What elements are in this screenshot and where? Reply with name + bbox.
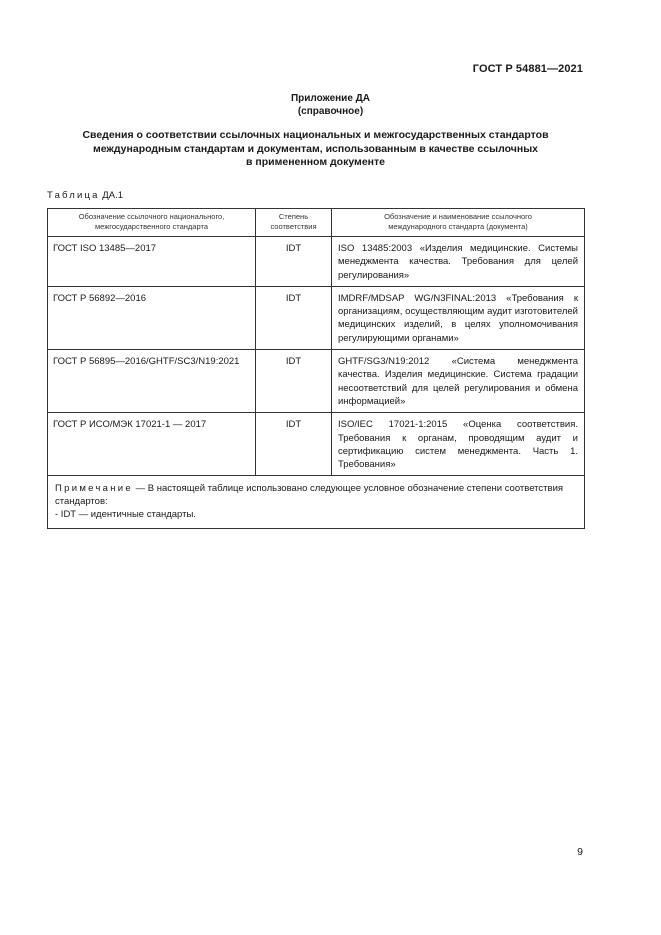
table-note — [48, 476, 585, 529]
cell-standard: ГОСТ Р ИСО/МЭК 17021-1 — 2017 — [48, 413, 256, 476]
appendix-subtitle: (справочное) — [297, 106, 364, 117]
cell-standard: ГОСТ ISO 13485—2017 — [48, 237, 256, 287]
heading-line-3: в примененном документе — [246, 156, 385, 168]
heading-line-1: Сведения о соответствии ссылочных национальных и межгосударственных стандартов — [82, 129, 549, 141]
cell-reference: IMDRF/MDSAP WG/N3FINAL:2013 «Требования к организациям, осуществляющим аудит изготовителей медицинских изделий, в целях уполномочивания регулирующими органами» — [332, 286, 585, 349]
column-header-degree: Степень соответствия — [256, 209, 332, 237]
appendix-title: Приложение ДА — [290, 93, 371, 104]
document-code: ГОСТ Р 54881—2021 — [472, 63, 583, 75]
heading-line-2: международным стандартам и документам, использованным в качестве ссылочных — [92, 142, 539, 155]
table-caption-label: Таблица — [47, 190, 100, 201]
table-note-row — [48, 476, 585, 529]
cell-reference: ISO/IEC 17021-1:2015 «Оценка соответствия. Требования к органам, проводящим аудит и сертификацию систем менеджмента. Часть 1. Требования» — [332, 413, 585, 476]
page-number: 9 — [577, 846, 583, 858]
cell-standard: ГОСТ Р 56895—2016/GHTF/SC3/N19:2021 — [48, 350, 256, 413]
table-caption-number: ДА.1 — [102, 190, 123, 201]
column-header-reference: Обозначение и наименование ссылочного международного стандарта (документа) — [332, 209, 585, 237]
note-label: Примечание — [55, 483, 133, 495]
cell-degree: IDT — [256, 350, 332, 413]
cell-degree: IDT — [256, 286, 332, 349]
cell-standard: ГОСТ Р 56892—2016 — [48, 286, 256, 349]
standards-table — [47, 208, 585, 529]
appendix-block — [0, 92, 661, 118]
cell-degree: IDT — [256, 413, 332, 476]
table-row — [48, 237, 585, 287]
section-heading — [47, 129, 584, 170]
column-header-standard: Обозначение ссылочного национального, межгосударственного стандарта — [48, 209, 256, 237]
cell-reference: GHTF/SG3/N19:2012 «Система менеджмента качества. Изделия медицинские. Система градации несоответствий для целей регулирования и обмена информацией» — [332, 350, 585, 413]
table-row — [48, 350, 585, 413]
table-header-row — [48, 209, 585, 237]
cell-reference: ISO 13485:2003 «Изделия медицинские. Системы менеджмента качества. Требования для целей регулирования» — [332, 237, 585, 287]
note-text: — В настоящей таблице использовано следующее условное обозначение степени соответствия стандартов: — [55, 483, 564, 508]
table-caption — [47, 190, 123, 201]
table-row — [48, 413, 585, 476]
note-item: - IDT — идентичные стандарты. — [55, 509, 196, 521]
table-row — [48, 286, 585, 349]
cell-degree: IDT — [256, 237, 332, 287]
